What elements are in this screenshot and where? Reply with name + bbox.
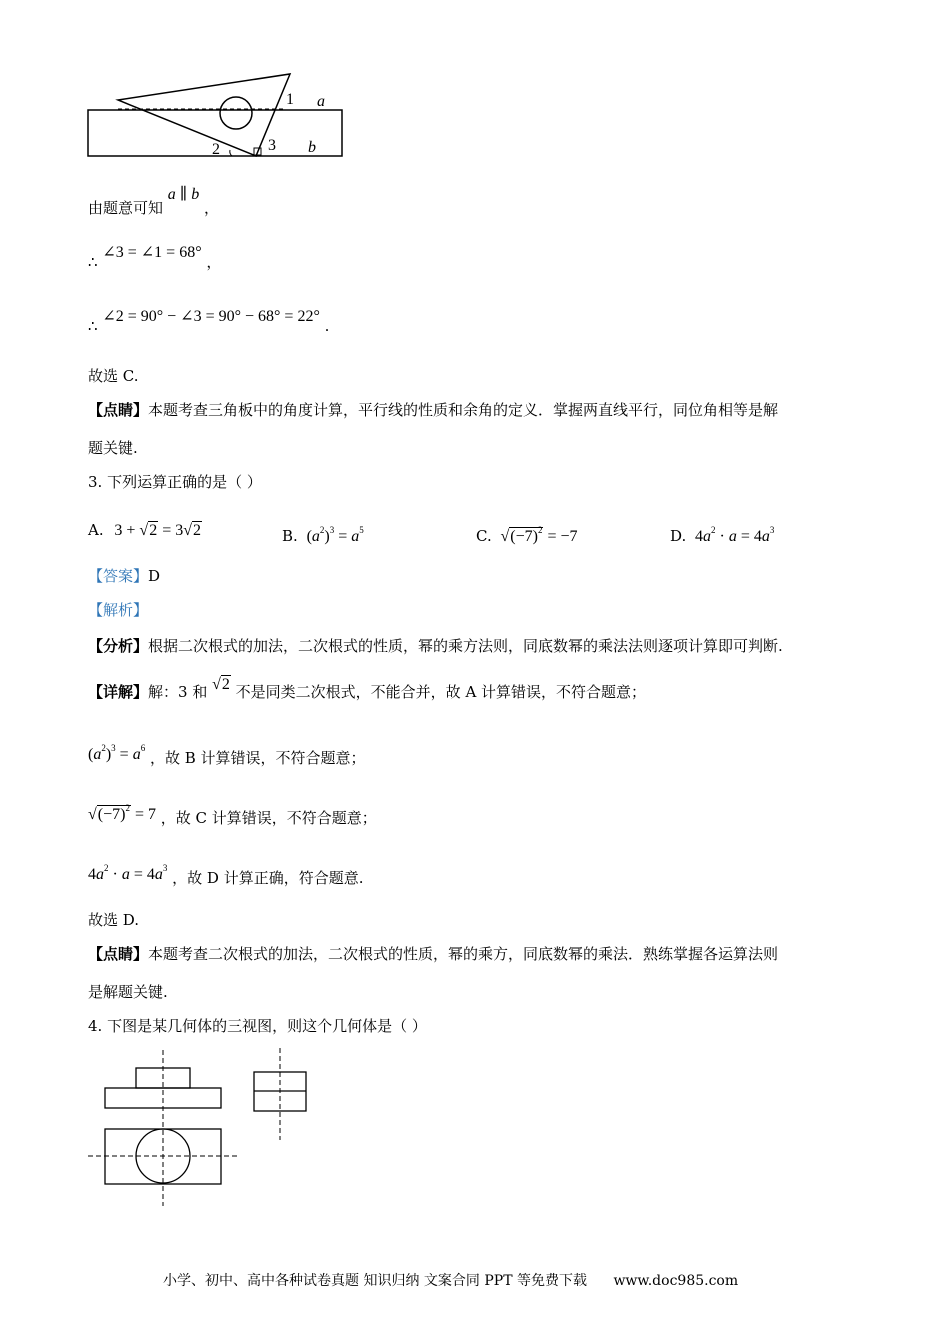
period: . — [324, 317, 330, 335]
b-expression: $(a^2)^3 = a^6$ — [88, 743, 146, 763]
option-c-expression: $√(-7)^2 = -7$ — [500, 525, 578, 545]
answer-tag: 【答案】 — [88, 567, 149, 585]
comma: ， — [203, 199, 219, 217]
solution-line-1 — [88, 186, 219, 219]
choose-d: 故选 D. — [88, 911, 140, 929]
comment-text: 本题考查二次根式的加法，二次根式的性质，幂的乘方，同底数幂的乘法．熟练掌握各运算法则 — [148, 945, 779, 963]
question-4-stem: 4. 下图是某几何体的三视图，则这个几何体是（ ） — [88, 1017, 427, 1035]
angle-2-arc — [230, 150, 232, 156]
triangle-ruler-figure — [80, 66, 360, 166]
therefore-symbol: ∴ — [88, 317, 98, 335]
solution-line-3 — [88, 308, 330, 337]
comment-1-cont: 题关键. — [88, 439, 138, 457]
choose-c: 故选 C. — [88, 367, 139, 385]
comment-tag: 【点睛】 — [88, 945, 149, 963]
fenxi-line — [88, 636, 783, 656]
angle-2-label: 2 — [212, 141, 220, 158]
footer — [163, 1270, 738, 1290]
footer-text: 小学、初中、高中各种试卷真题 知识归纳 文案合同 PPT 等免费下载 — [163, 1273, 587, 1289]
answer-line — [88, 566, 160, 586]
option-a-expression: 3 + √2 = 3√2 — [114, 522, 202, 539]
option-a-label: A. — [88, 521, 104, 539]
option-a — [88, 520, 202, 541]
d-expression: $4a^2 \cdot a = 4a^3$ — [88, 863, 168, 883]
xiangjie-d-suffix: ，故 D 计算正确，符合题意. — [172, 869, 364, 887]
angle-equation-1: ∠3 = ∠1 = 68° — [102, 244, 202, 261]
angle-equation-2: ∠2 = 90° − ∠3 = 90° − 68° = 22° — [102, 308, 320, 325]
question-3-stem: 3. 下列运算正确的是（ ） — [88, 473, 262, 491]
xiangjie-a-suffix: 不是同类二次根式，不能合并，故 A 计算错误，不符合题意； — [235, 683, 647, 701]
xiangjie-c-suffix: ，故 C 计算错误，不符合题意； — [160, 809, 377, 827]
parallel-expression: a ∥ b — [167, 186, 200, 203]
answer-value: D — [148, 567, 161, 585]
comment-1 — [88, 400, 778, 420]
xiangjie-line-d — [88, 862, 363, 889]
option-d — [670, 520, 774, 547]
comment-2-cont: 是解题关键. — [88, 983, 168, 1001]
solution-line-2 — [88, 244, 222, 273]
comment-text: 本题考查三角板中的角度计算，平行线的性质和余角的定义．掌握两直线平行，同位角相等是解 — [148, 401, 779, 419]
comment-2 — [88, 944, 778, 964]
fenxi-text: 根据二次根式的加法，二次根式的性质，幂的乘方法则，同底数幂的乘法法则逐项计算即可判断. — [148, 637, 783, 655]
line-b-label: b — [308, 139, 316, 156]
xiangjie-a-prefix: 解：3 和 — [148, 683, 208, 701]
analysis-tag: 【解析】 — [88, 601, 149, 619]
option-b — [282, 520, 364, 547]
three-view-figure — [84, 1044, 324, 1210]
option-b-label: B. — [282, 527, 298, 545]
solution-line-1-text: 由题意可知 — [88, 199, 164, 217]
option-c-label: C. — [476, 527, 492, 545]
angle-3-label: 3 — [268, 137, 276, 154]
xiangjie-line-c — [88, 802, 377, 829]
footer-url[interactable]: www.doc985.com — [613, 1273, 739, 1289]
line-a-label: a — [317, 93, 325, 110]
sqrt-2-expression: √2 — [212, 676, 230, 693]
xiangjie-tag: 【详解】 — [88, 683, 149, 701]
option-d-label: D. — [670, 527, 687, 545]
option-b-expression: $(a^2)^3 = a^5$ — [306, 525, 364, 545]
option-d-expression: $4a^2 \cdot a = 4a^3$ — [695, 525, 775, 545]
comment-tag: 【点睛】 — [88, 401, 149, 419]
therefore-symbol: ∴ — [88, 253, 98, 271]
angle-1-label: 1 — [286, 91, 294, 108]
triangle-hole — [220, 97, 252, 129]
comma: ， — [206, 253, 222, 271]
option-c — [476, 520, 578, 547]
triangle-board — [118, 74, 290, 156]
xiangjie-line-a — [88, 676, 647, 703]
c-expression: $√(-7)^2 = 7$ — [88, 803, 156, 823]
xiangjie-line-b — [88, 742, 366, 769]
xiangjie-b-suffix: ，故 B 计算错误，不符合题意； — [149, 749, 366, 767]
fenxi-tag: 【分析】 — [88, 637, 149, 655]
